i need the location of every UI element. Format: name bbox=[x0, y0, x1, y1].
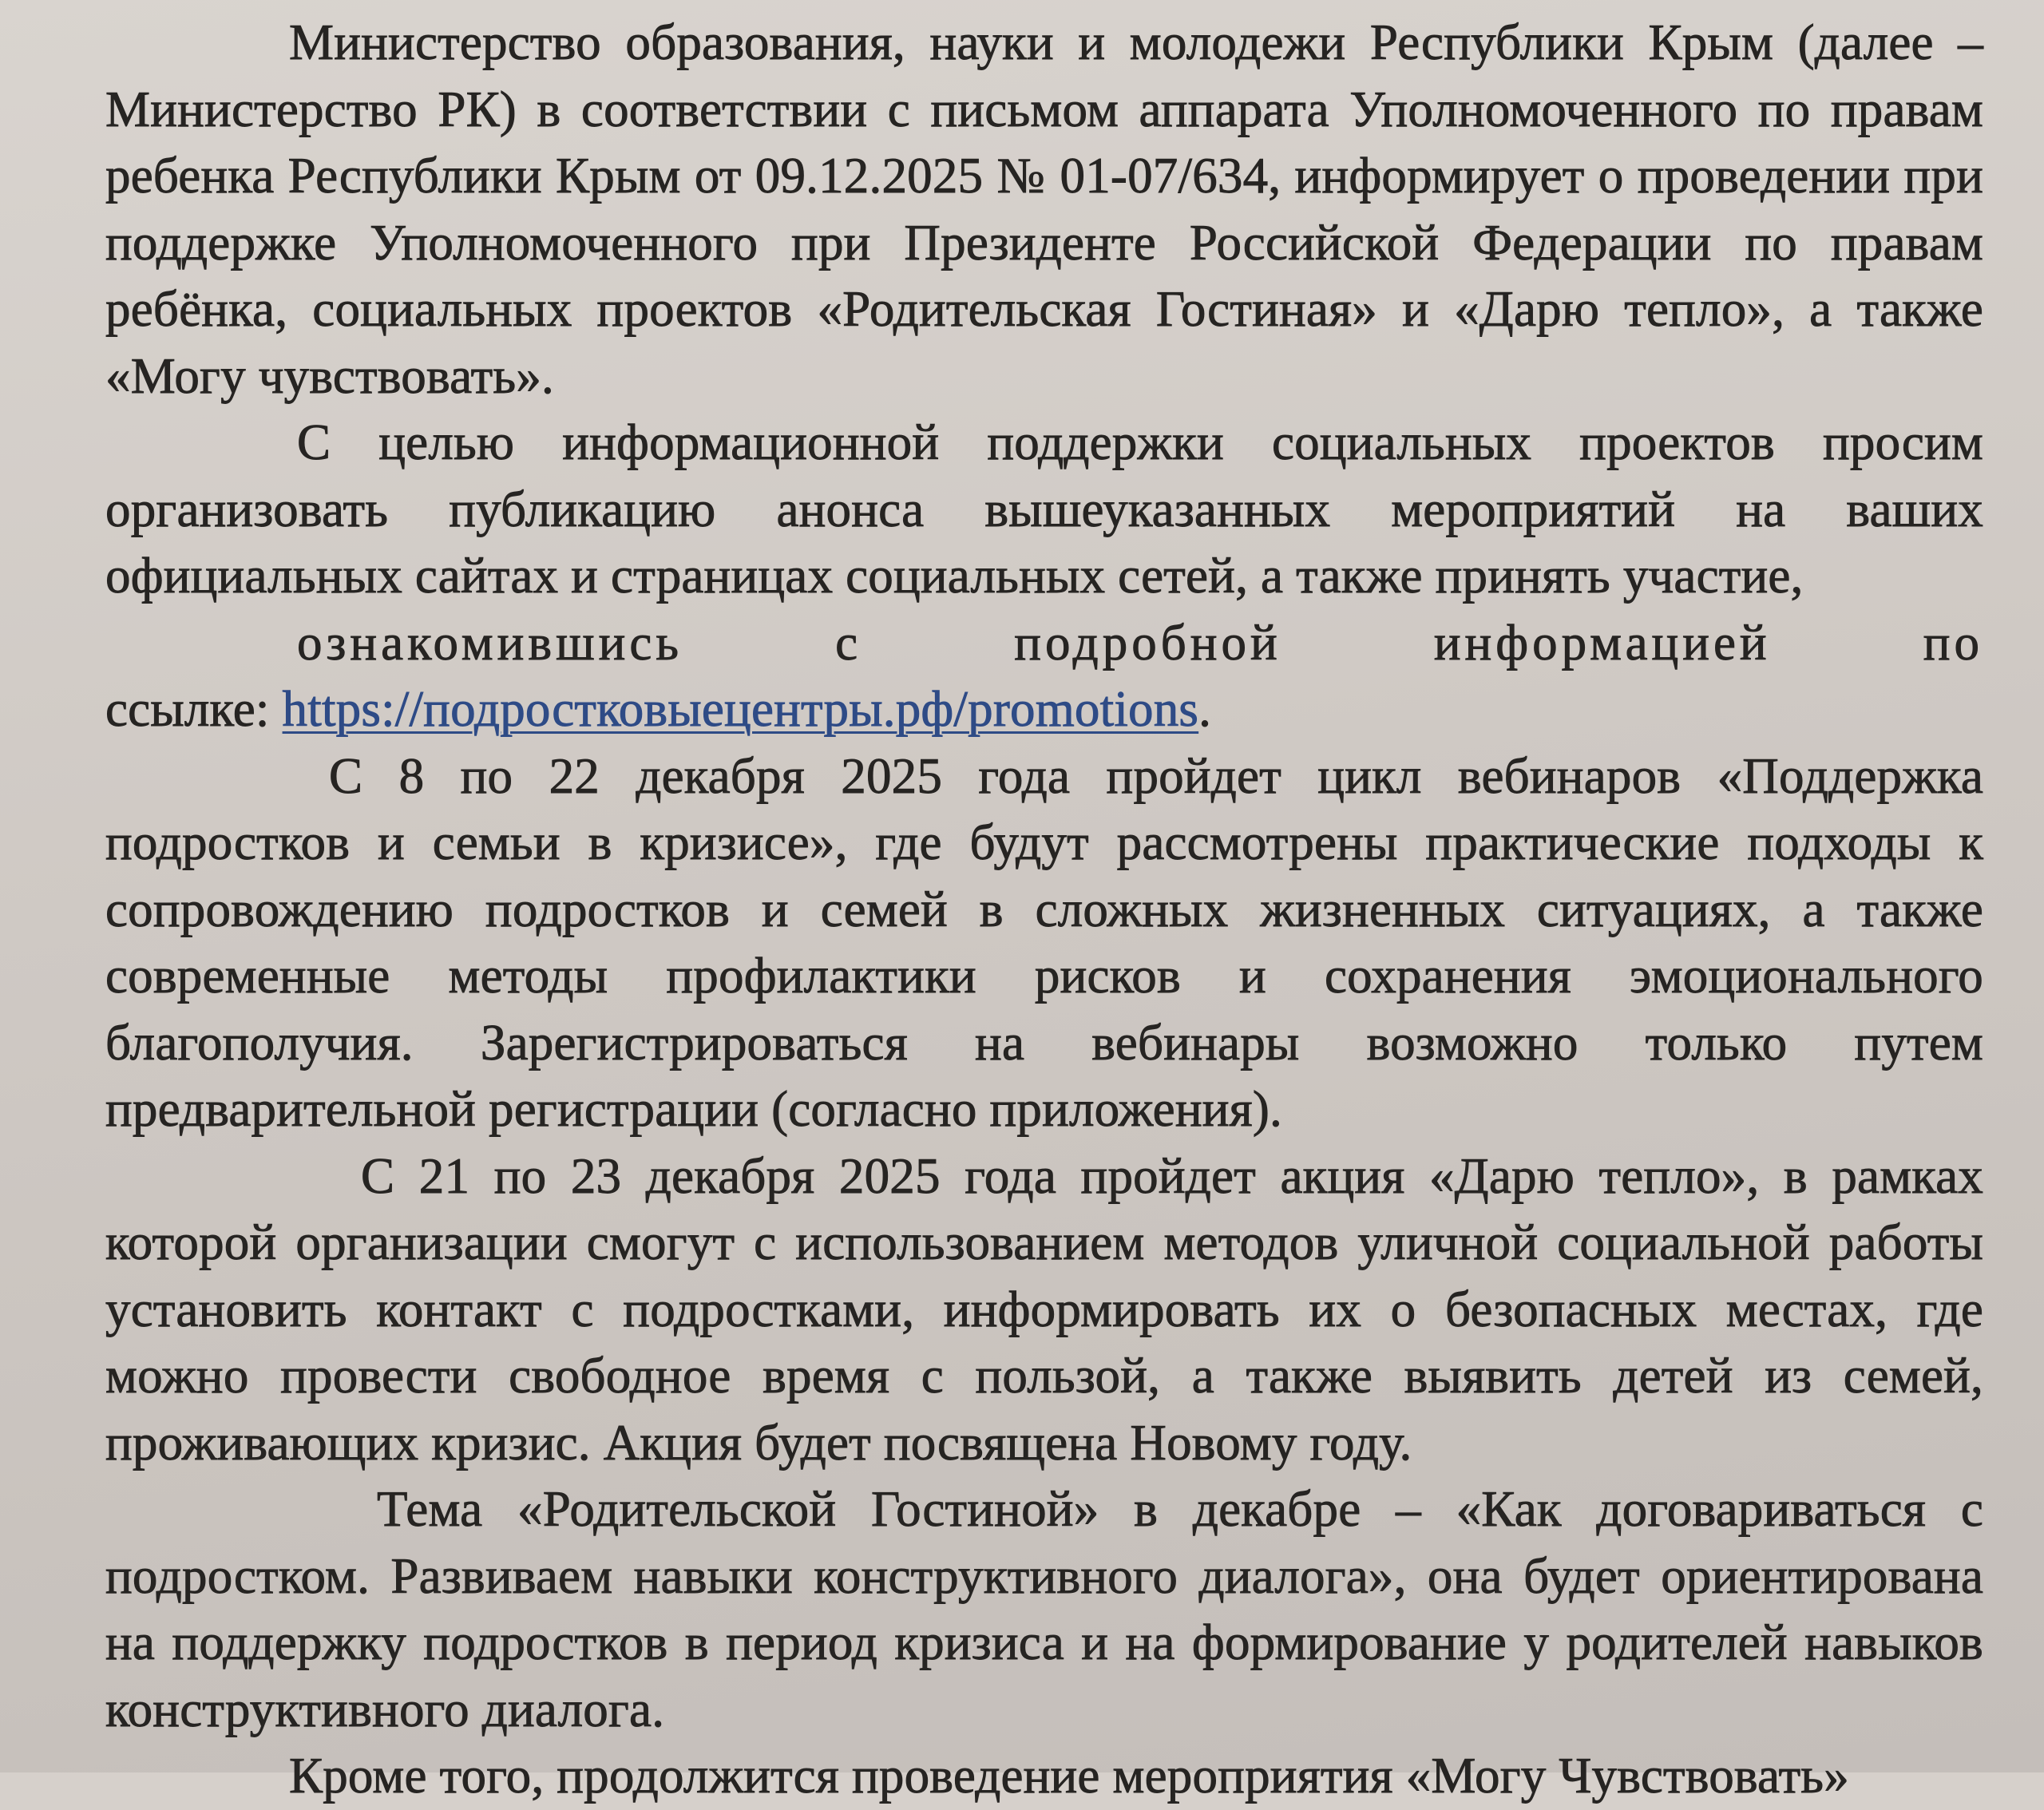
request-spaced-line: ознакомившись с подробной информацией по bbox=[297, 614, 1983, 671]
paragraph-parent-lounge: Тема «Родительской Гостиной» в декабре – «Как договариваться с подростком. Развиваем навыки конструктивного диалога», она будет ориентирована на поддержку подростков в период кризиса и на формирование у родителей навыков конструктивного диалога. bbox=[105, 1481, 1983, 1737]
paragraph-webinars: С 8 по 22 декабря 2025 года пройдет цикл вебинаров «Поддержка подростков и семьи в кризисе», где будут рассмотрены практические подходы к сопровождению подростков и семей в сложных жизненных ситуациях, а также современные методы профилактики рисков и сохранения эмоционального благополучия. Зарегистрироваться на вебинары возможно только путем предварительной регистрации (согласно приложения). bbox=[105, 747, 1983, 1137]
paragraph-cut-off: Кроме того, продолжится проведение мероприятия «Могу Чувствовать» bbox=[289, 1748, 1849, 1804]
request-text: С целью информационной поддержки социальных проектов просим организовать публикацию анонса вышеуказанных мероприятий на ваших официальных сайтах и страницах социальных сетей, а также принять участие, bbox=[105, 414, 1983, 604]
paragraph-request bbox=[105, 410, 1983, 743]
paragraph-intro: Министерство образования, науки и молодежи Республики Крым (далее – Министерство РК) в соответствии с письмом аппарата Уполномоченного по правам ребенка Республики Крым от 09.12.2025 № 01-07/634, информирует о проведении при поддержке Уполномоченного при Президенте Российской Федерации по правам ребёнка, социальных проектов «Родительская Гостиная» и «Дарю тепло», а также «Могу чувствовать». bbox=[105, 14, 1983, 404]
link-prefix: ссылке: bbox=[105, 681, 283, 737]
link-suffix: . bbox=[1198, 681, 1212, 737]
paragraph-campaign: С 21 по 23 декабря 2025 года пройдет акция «Дарю тепло», в рамках которой организации смогут с использованием методов уличной социальной работы установить контакт с подростками, информировать их о безопасных местах, где можно провести свободное время с пользой, а также выявить детей из семей, проживающих кризис. Акция будет посвящена Новому году. bbox=[105, 1147, 1983, 1471]
promotions-link[interactable]: https://подростковыецентры.рф/promotions bbox=[282, 681, 1199, 737]
letter-body bbox=[105, 10, 1983, 1810]
